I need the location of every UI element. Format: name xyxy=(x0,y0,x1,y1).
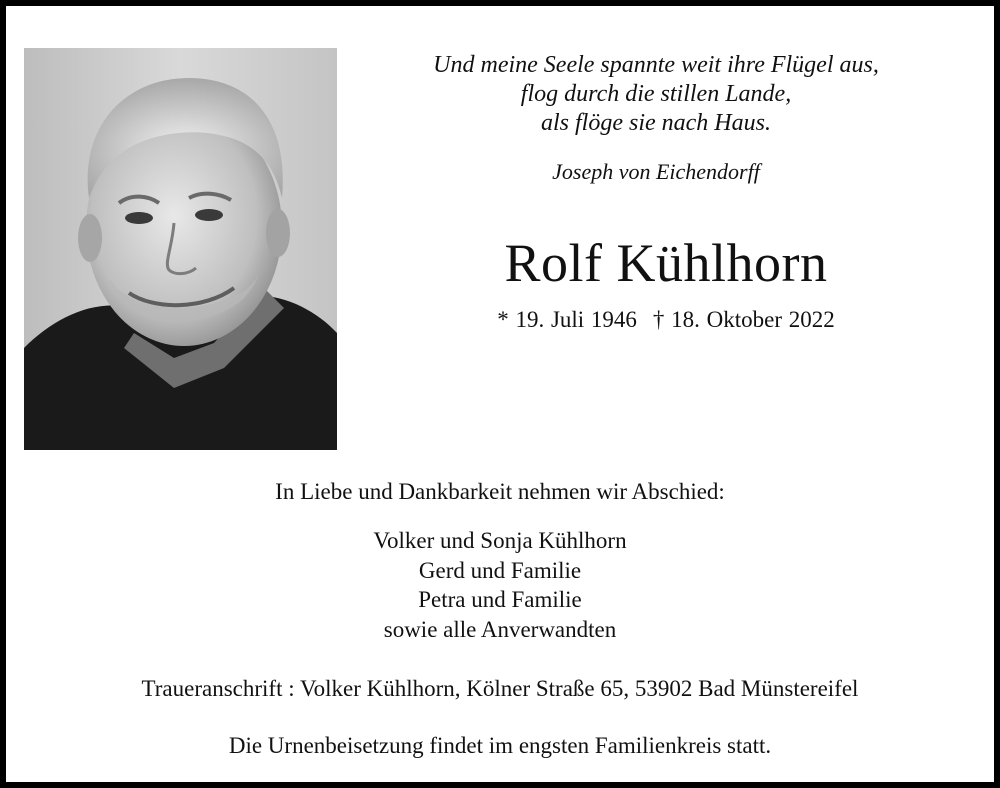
poem-quote xyxy=(376,51,936,138)
portrait-image xyxy=(24,48,337,450)
burial-notice: Die Urnenbeisetzung findet im engsten Familienkreis statt. xyxy=(228,733,772,758)
birth-date: * 19. Juli 1946 xyxy=(497,307,637,332)
life-dates xyxy=(376,307,956,333)
death-date: † 18. Oktober 2022 xyxy=(652,307,835,332)
mourner-line: Volker und Sonja Kühlhorn xyxy=(373,528,627,553)
mourner-line: sowie alle Anverwandten xyxy=(383,616,617,642)
mourners-list xyxy=(6,526,994,644)
poem-line: flog durch die stillen Lande, xyxy=(520,81,792,107)
poem-line: Und meine Seele spannte weit ihre Flügel aus, xyxy=(433,52,879,78)
obituary-card xyxy=(6,6,994,782)
mourning-address: Traueranschrift : Volker Kühlhorn, Kölner Straße 65, 53902 Bad Münstereifel xyxy=(141,676,859,701)
poem-line: als flöge sie nach Haus. xyxy=(541,110,771,136)
portrait-photo xyxy=(24,48,337,450)
mourner-line: Gerd und Familie xyxy=(418,557,582,583)
mourner-line: Petra und Familie xyxy=(418,587,582,612)
deceased-name: Rolf Kühlhorn xyxy=(504,233,828,293)
farewell-intro: In Liebe und Dankbarkeit nehmen wir Abschied: xyxy=(275,479,725,504)
poem-author: Joseph von Eichendorff xyxy=(552,159,760,184)
